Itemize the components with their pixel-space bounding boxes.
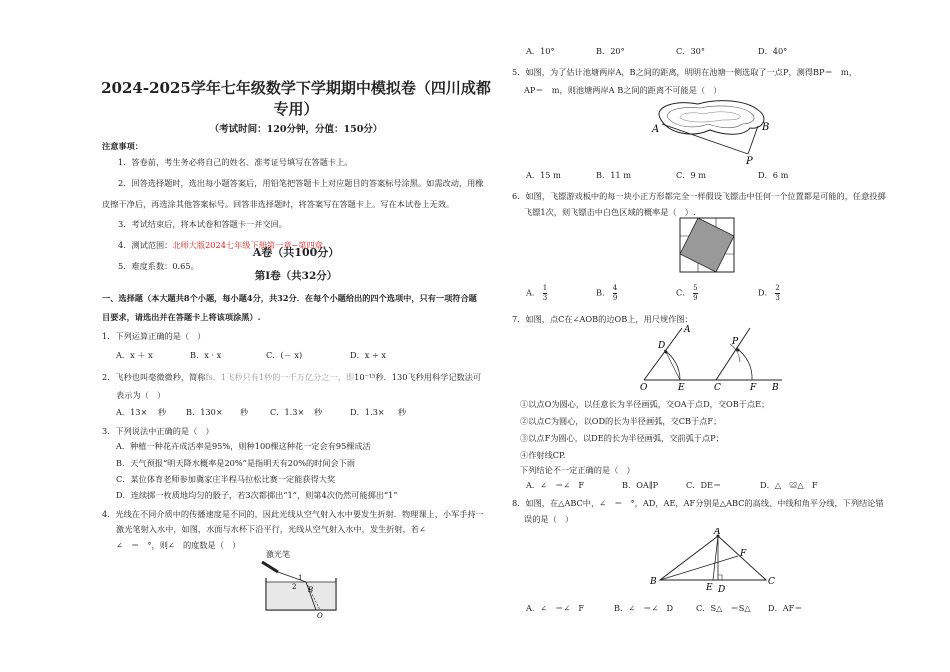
q6-option-c-label: C． — [676, 287, 691, 298]
segment-de — [666, 352, 680, 380]
q5-line2: AP＝ m，则池塘两岸A B之间的距离不可能是（ ） — [524, 85, 722, 95]
segment-bp — [748, 126, 758, 154]
arc-pf — [736, 348, 752, 380]
q6-option-a-label: A． — [526, 287, 541, 298]
q2-line2: 表示为（ ） — [116, 390, 166, 400]
bisector-bf — [660, 556, 738, 580]
q8-label-a: A — [714, 528, 721, 537]
q5-label-a: A — [652, 124, 660, 135]
part1-header-line2: 目要求，请选出并在答题卡上将该项涂黑）. — [102, 312, 261, 322]
q7-question: 下列结论不一定正确的是（ ） — [520, 465, 635, 475]
q5-option-b: B．11 m — [596, 170, 631, 180]
q8-line1: 8．如图，在△ABC中，∠ ＝ °，AD，AE，AF分别是△ABC的高线、中线和角平分线，下列结论错 — [512, 498, 884, 508]
denominator: 3 — [542, 294, 548, 302]
q8-label-f: F — [740, 549, 747, 559]
q7-label-p: P — [732, 337, 739, 347]
q4-label-1: 1 — [298, 574, 303, 582]
denominator: 9 — [612, 294, 618, 302]
q7-label-c: C — [714, 383, 721, 392]
q4-option-b: B．20° — [596, 46, 625, 56]
q3-stem: 3．下列说法中正确的是（ ） — [102, 426, 214, 436]
q2-option-d: D．1.3× — [350, 407, 385, 417]
q6-option-d-fraction — [775, 284, 779, 303]
q4-line1: 4．光线在不同介质中的传播速度是不同的，因此光线从空气射入水中要发生折射．物理课上，小军手持一 — [102, 509, 484, 519]
q8-option-a: A．∠ ＝∠ F — [526, 603, 585, 613]
numerator: 5 — [693, 284, 698, 292]
q3-option-c: C．某位体育老师参加冀家庄半程马拉松比赛一定能获得大奖 — [116, 474, 336, 484]
denominator: 3 — [775, 294, 780, 302]
q2-option-b: B．130× — [186, 407, 223, 417]
q5-figure — [646, 96, 778, 166]
q5-option-a: A．15 m — [526, 170, 561, 180]
q6-option-b — [596, 284, 617, 303]
q8-label-d: D — [718, 585, 726, 595]
triangle-abc — [660, 536, 766, 580]
q5-line1: 5．如图，为了估计池塘两岸A，B之间的距离，明明在池塘一侧选取了一点P，测得BP＝ m， — [512, 67, 857, 77]
q5-label-b: B — [762, 122, 770, 133]
q8-line2: 误的是（ ） — [524, 514, 574, 524]
q4-label-o: O — [317, 612, 323, 620]
q8-figure — [646, 528, 776, 596]
q3-option-b: B．天气预报“明天降水概率是20%”是指明天有20%的时间会下雨 — [116, 458, 356, 468]
q7-label-b: B — [772, 383, 779, 392]
q4-option-c: C．30° — [676, 46, 705, 56]
q7-stem: 7．如图，点C在∠AOB的边OB上，用尺规作图： — [512, 314, 693, 324]
laser-pen-icon — [262, 562, 278, 572]
section-a-title: A卷（共100分） — [252, 246, 340, 259]
q2-line1 — [102, 371, 481, 383]
q2-line1a: 2．飞秒也叫毫微微秒，简称 — [102, 372, 206, 382]
q5-option-c: C．9 m — [676, 170, 707, 180]
test-range: 北师大版2024七年级下册第一章~第四章。 — [172, 240, 332, 250]
notice-1: 1．答卷前，考生务必将自己的姓名、准考证号填写在答题卡上。 — [118, 157, 353, 167]
q8-option-c: C．S△ ＝S△ — [696, 603, 751, 613]
q6-option-d — [758, 284, 780, 303]
q1-option-b: B．x · x — [190, 350, 222, 360]
q2-option-a-unit: 秒 — [158, 407, 167, 417]
q8-label-e: E — [706, 583, 713, 593]
q7-step-1: ①以点O为圆心，以任意长为半径画弧，交OA于点D，交OB于点E； — [520, 399, 770, 409]
q5-option-d: D．6 m — [758, 170, 789, 180]
point-p — [737, 349, 740, 352]
q4-line2: 激光笔射入水中，如图，水面与水杯下沿平行，光线从空气射入水中，发生折射，若∠ — [116, 524, 426, 534]
q8-option-b: B．∠ ＝∠ D — [614, 603, 674, 613]
q4-line3: ∠ ＝ °，则∠ 的度数是（ ） — [116, 540, 241, 550]
q6-line2: 飞镖1次，则飞镖击中白色区域的概率是（ ）. — [524, 207, 696, 217]
q4-figure — [256, 548, 356, 620]
notice-4-prefix: 4．测试范围： — [118, 240, 173, 250]
part1-header-line1: 一、选择题（本大题共8个小题，每小题4分，共32分．在每个小题给出的四个选项中，只有一项符合题 — [102, 293, 477, 303]
q7-step-2: ②以点C为圆心，以OD的长为半径画弧，交CB于点F； — [520, 416, 722, 426]
q2-option-d-unit: 秒 — [398, 407, 407, 417]
left-column — [96, 0, 496, 672]
numerator: 2 — [775, 284, 780, 292]
q6-option-c — [676, 284, 698, 303]
q6-option-b-fraction — [613, 284, 617, 303]
q8-label-b: B — [650, 577, 657, 587]
q4-figure-label: 激光笔 — [266, 550, 290, 559]
section-a1-title: 第Ⅰ卷（共32分） — [254, 270, 338, 282]
q7-figure — [636, 322, 786, 392]
q4-option-a: A．10° — [526, 46, 555, 56]
pond-outline — [659, 101, 764, 135]
q6-option-b-label: B． — [596, 287, 611, 298]
q6-option-a-fraction — [543, 284, 547, 303]
q6-line1: 6．如图，飞镖游戏板中的每一块小正方形都完全一样假设飞镖击中任何一个位置都是可能的，任意投掷 — [512, 191, 886, 201]
notice-2-cont: 皮擦干净后，再选涂其他答案标号。回答非选择题时，将答案写在答题卡上。写在本试卷上无效。 — [102, 199, 455, 209]
q4-label-b: B — [308, 586, 314, 594]
q3-option-d: D．连续掷一枚质地均匀的骰子，若3次都掷出“1”，则第4次仍然可能掷出“1” — [116, 490, 398, 500]
denominator: 9 — [693, 294, 698, 302]
q8-label-c: C — [768, 577, 775, 587]
q7-label-d: D — [658, 341, 666, 351]
q3-option-a: A．种植一种花卉成活率是95%，则种100棵这种花一定会有95棵成活 — [116, 441, 371, 451]
q7-label-e: E — [678, 383, 685, 392]
q7-step-4: ④作射线CP. — [520, 450, 566, 460]
q1-option-d: D．x ÷ x — [350, 350, 387, 360]
q7-option-a: A．∠ ＝∠ F — [526, 480, 585, 490]
median-ae — [713, 536, 718, 580]
segment-ap — [662, 124, 748, 154]
notice-header: 注意事项： — [102, 141, 143, 151]
q6-dartboard — [678, 216, 738, 274]
numerator: 1 — [542, 284, 548, 292]
q7-step-3: ③以点F为圆心，以DE的长为半径画弧，交前弧于点P； — [520, 433, 724, 443]
q2-line1c: 10⁻¹⁵秒．130飞秒用科学记数法可 — [354, 372, 482, 382]
q5-label-p: P — [746, 156, 753, 166]
q7-option-b: B．OA∥P — [622, 480, 659, 490]
q1-stem: 1．下列运算正确的是（ ） — [102, 331, 206, 341]
page-title: 2024-2025学年七年级数学下学期期中模拟卷（四川成都专用） — [101, 79, 491, 118]
numerator: 4 — [612, 284, 618, 292]
q2-option-b-unit: 秒 — [240, 407, 249, 417]
ray-cp — [716, 328, 750, 380]
q7-option-d: D．△ ≌△ F — [760, 480, 818, 490]
right-column — [510, 0, 910, 672]
q8-option-d: D．AF＝ — [768, 603, 803, 613]
q7-label-a: A — [684, 325, 691, 335]
right-angle-mark — [718, 575, 722, 580]
q6-option-c-fraction — [693, 284, 697, 303]
q2-option-c-unit: 秒 — [314, 407, 323, 417]
water-body — [267, 582, 336, 610]
q2-option-c: C．1.3× — [270, 407, 305, 417]
q2-option-a: A．13× — [116, 407, 148, 417]
exam-subtitle: （考试时间：120分钟，分值：150分） — [209, 124, 383, 135]
q6-option-d-label: D． — [758, 287, 773, 298]
q7-label-f: F — [750, 383, 757, 392]
notice-2: 2．回答选择题时，选出每小题答案后，用铅笔把答题卡上对应题目的答案标号涂黑。如需改动，用橡 — [118, 178, 484, 188]
q1-option-a: A．x ＋ x — [116, 350, 153, 360]
pond-contour-inner — [680, 112, 740, 122]
q2-line1b: fs．1飞秒只有1秒的一千万亿分之一，即 — [205, 372, 355, 382]
q7-label-o: O — [640, 383, 648, 392]
notice-3: 3．考试结束后，将本试卷和答题卡一并交回。 — [118, 219, 287, 229]
q1-option-c: C．(－ x) — [266, 350, 303, 360]
q7-option-c: C．DE＝ — [686, 480, 722, 490]
q6-option-a — [526, 284, 547, 303]
notice-5: 5．难度系数：0.65。 — [118, 261, 199, 271]
q4-option-d: D．40° — [758, 46, 788, 56]
q4-label-2: 2 — [292, 583, 297, 591]
